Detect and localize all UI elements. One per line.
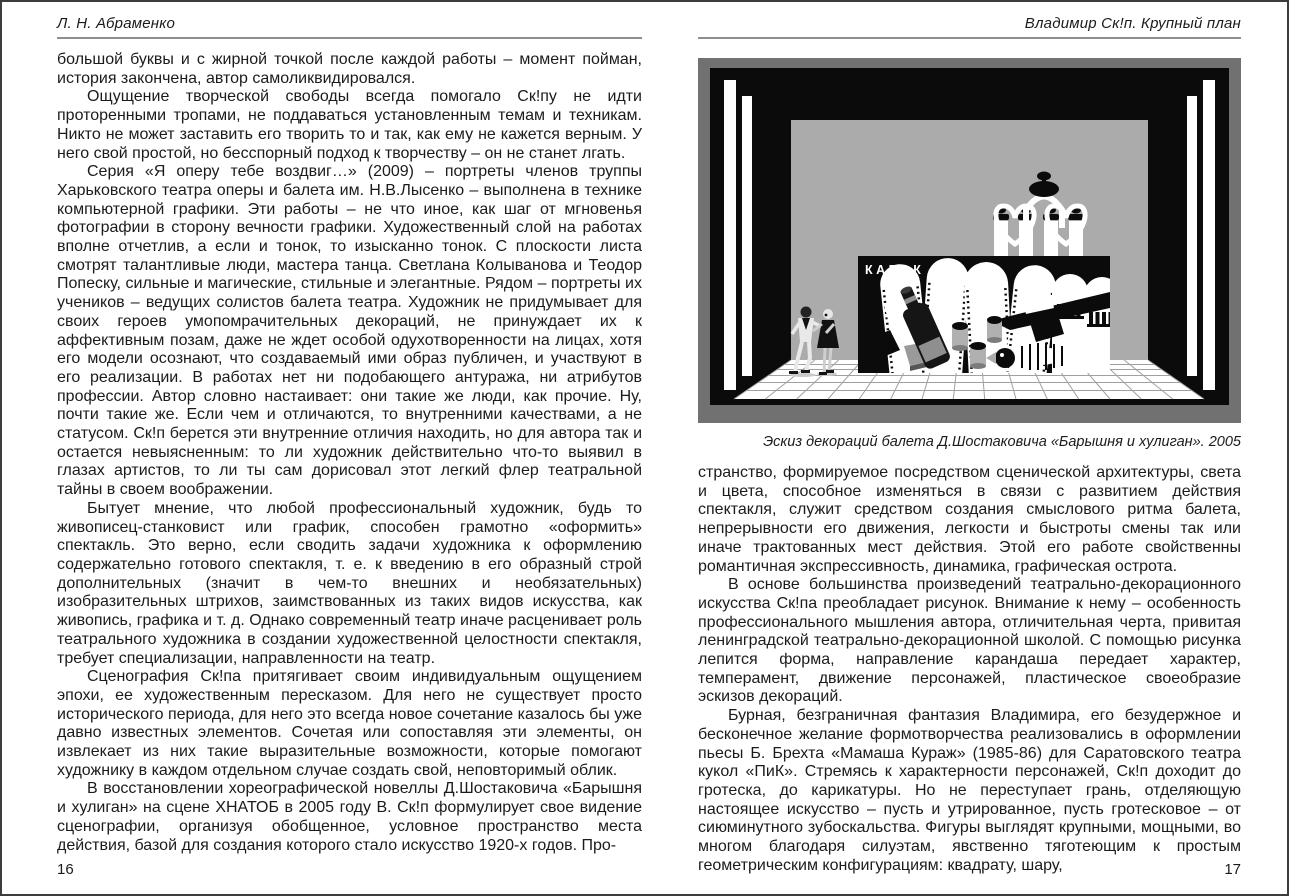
page-right [698, 2, 1241, 894]
illustration-caption: Эскиз декораций балета Д.Шостаковича «Барышня и хулиган». 2005 [763, 434, 1241, 450]
paragraph: В основе большинства произведений театрально-декорационного искусства Ск!па преобладает рисунок. Внимание к нему – особенность профессионального мышления автора, отличительная черта, привитая ленинградской театрально-декорационной школой. С помощью рисунка лепится форма, направление карандаша передает характер, темперамент, движение персонажей, пластическое своеобразие эскизов декораций. [698, 576, 1241, 706]
body-text-left [57, 51, 642, 855]
paragraph: Серия «Я оперу тебе воздвиг…» (2009) – портреты членов труппы Харьковского театра оперы и балета им. Н.В.Лысенко – выполнена в технике компьютерной графики. Эти работы – не что иное, как шаг от мгновенья фотографии в сторону вечности графики. Художественный слой на работах вполне отчетлив, а если и тонок, то изысканно тонок. С плоскости листа смотрят талантливые люди, мастера танца. Светлана Колыванова и Теодор Попеску, сильные и магические, стильные и элегантные. Рядом – портреты их учеников – ведущих солистов балета театра. Художник не придумывает для своих героев умопомрачительных декораций, не принуждает их к аффективным позам, даже не ждет особой одухотворенности на лицах, хотя его модели осознают, что создаваемый ими образ публичен, и участвуют в его реализации. В работах нет ни подобающего антуража, ни атрибутов профессии. Автор словно настаивает: они такие же люди, как прочие. Ну, почти такие же. Если чем и отличаются, то внутренними качествами, а не статусом. Ск!п берется эти внутренние отличия находить, но для автора так и остается невыясненным: то ли художник действительно что-то выявил в глазах артистов, то ли ты сам дорисовал этот легкий флер театральной тайны в своем воображении. [57, 163, 642, 499]
paragraph: Бурная, безграничная фантазия Владимира, его безудержное и бесконечное желание формотворчества реализовались в оформлении пьесы Б. Брехта «Мамаша Кураж» (1985-86) для Саратовского театра кукол «ПиК». Стремясь к характерности персонажей, Ск!п доходит до гротеска, до карикатуры. Но не переступает грань, отделяющую настоящее искусство – пусть и утрированное, пусть гротесковое – от сиюминутного зубоскальства. Фигуры выглядят крупными, мощными, во многом благодаря силуэтам, явственно тяготеющим к простым геометрическим конфигурациям: квадрату, шару, [698, 707, 1241, 874]
cabaret-sign-text: КАБАК [865, 263, 925, 277]
page-number-left: 16 [57, 861, 74, 878]
paragraph: Сценография Ск!па притягивает своим индивидуальным ощущением эпохи, ее художественным пересказом. Для него не существует просто исторического периода, для него это всегда новое сочетание казалось бы уже давно известных элементов. Сочетая или сопоставляя эти элементы, он извлекает из них такие выразительные возможности, которые помогают художнику в каждом отдельном случае создать свой, неповторимый облик. [57, 668, 642, 779]
running-head-author: Л. Н. Абраменко [57, 15, 176, 32]
running-head-title: Владимир Ск!п. Крупный план [1024, 15, 1241, 32]
paragraph: Ощущение творческой свободы всегда помогало Ск!пу не идти проторенными тропами, не поддаваться установленным темам и техникам. Никто не может заставить его творить то и так, как ему не кажется верным. У него свой простой, но бесспорный подход к творчеству – он не станет лгать. [57, 88, 642, 162]
paragraph: Бытует мнение, что любой профессиональный художник, будь то живописец-станковист или график, способен грамотно «оформить» спектакль. Это верно, если сводить задачи художника к оформлению содержательно готового спектакля, т. е. к введению в его образный строй дополнительных (значит в чем-то внешних и необязательных) изобразительных штрихов, заимствованных из таких видов искусства, как живопись, графика и т. д. Однако современный театр иначе расценивает роль театрального художника в создании художественной целостности спектакля, требует специализации, направленности на театр. [57, 499, 642, 667]
header-rule-left [57, 37, 642, 39]
stage-design-svg [698, 58, 1241, 423]
page-left [57, 2, 642, 894]
paragraph-continuation: странство, формируемое посредством сценической архитектуры, света и цвета, способное изменяться в связи с развитием действия спектакля, служит средством создания смыслового ритма балета, непрерывности его движения, легкости и быстроты смены так или иначе трактованных мест действия. Этой его работе свойственны романтичная экспрессивность, динамика, графическая острота. [698, 464, 1241, 575]
paragraph-continuation: большой буквы и с жирной точкой после каждой работы – момент пойман, история закончена, автор самоликвидировался. [57, 51, 642, 87]
paragraph: В восстановлении хореографической новеллы Д.Шостаковича «Барышня и хулиган» на сцене ХНАТОБ в 2005 году В. Ск!п формулирует свое видение сценографии, организуя обобщенное, условное пространство места действия, базой для создания которого стало искусство 1920-х годов. Про- [57, 780, 642, 854]
header-rule-right [698, 37, 1241, 39]
page-number-right: 17 [1224, 861, 1241, 878]
body-text-right [698, 464, 1241, 875]
stage-design-illustration [698, 58, 1241, 423]
